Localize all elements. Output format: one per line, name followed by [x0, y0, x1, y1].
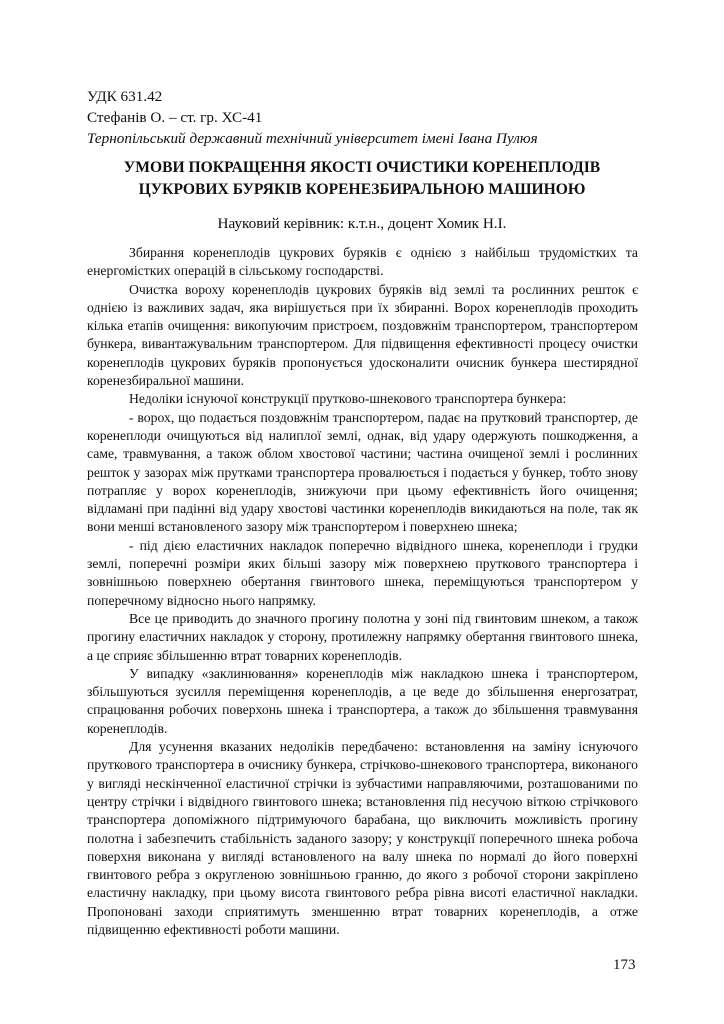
affiliation: Тернопільський державний технічний університет імені Івана Пулюя: [87, 130, 538, 147]
paragraph: Все це приводить до значного прогину полотна у зоні під гвинтовим шнеком, а також прогину еластичних накладок у сторону, протилежну напрямку обертання гвинтового шнека, а це сприяє збільшенню втрат товарних коренеплодів.: [87, 610, 638, 663]
paragraph: Для усунення вказаних недоліків передбачено: встановлення на заміну існуючого пруткового транспортера в очиснику бункера, стрічково-шнекового транспортера, виконаного у вигляді нескінченної еластичної стрічки із зубчастими направляючими, розташованими по центру стрічки і відвідного гвинтового шнека; встановлення під несучою віткою стрічкового транспортера допоміжного підтримуючого барабана, що виключить можливість прогину полотна і забезпечить стабільність заданого зазору; у конструкції поперечного шнека робоча поверхня виконана у вигляді встановленого на валу шнека по нормалі до його поверхні гвинтового ребра з округленою зовнішньою гранню, до якого з робочої сторони закріплено еластичну накладку, при цьому висота гвинтового ребра рівна висоті еластичної накладки. Пропоновані заходи сприятимуть зменшенню втрат товарних коренеплодів, а отже підвищенню ефективності роботи машини.: [87, 739, 638, 937]
article-header: [87, 86, 538, 149]
page-number: 173: [613, 957, 636, 973]
title-line-1: УМОВИ ПОКРАЩЕННЯ ЯКОСТІ ОЧИСТИКИ КОРЕНЕПЛОДІВ: [123, 159, 601, 176]
paragraph: Недоліки існуючої конструкції прутково-шнекового транспортера бункера:: [129, 391, 567, 407]
udc-code: УДК 631.42: [87, 88, 163, 105]
title-line-2: ЦУКРОВИХ БУРЯКІВ КОРЕНЕЗБИРАЛЬНОЮ МАШИНОЮ: [138, 181, 586, 198]
paragraph: Очистка вороху коренеплодів цукрових буряків від землі та рослинних решток є однією із важливих задач, яка вирішується при їх збиранні. Ворох коренеплодів проходить кілька етапів очищення: викопуючим пристроєм, поздовжнім транспортером, транспортером бункера, вивантажувальним транспортером. Для підвищення ефективності процесу очистки коренеплодів цукрових буряків пропонується удосконалити очисник бункера шестирядної коренезбиральної машини.: [87, 281, 638, 389]
article-title: [87, 157, 637, 201]
author-line: Стефанів О. – ст. гр. ХС-41: [87, 109, 263, 126]
paragraph: Збирання коренеплодів цукрових буряків є однією з найбільш трудомістких та енергомістких операцій в сільському господарстві.: [87, 245, 638, 279]
paragraph: - під дією еластичних накладок поперечно відвідного шнека, коренеплоди і грудки землі, поперечні розміри яких більші зазору між поверхнею пруткового транспортера і зовнішньою поверхнею обертання гвинтового шнека, переміщуються транспортером у поперечному відносно нього напрямку.: [87, 537, 638, 608]
paragraph: - ворох, що подається поздовжнім транспортером, падає на прутковий транспортер, де коренеплоди очищуються від налиплої землі, однак, від удару одержують пошкодження, а саме, травмування, а також облом хвостової частини; частина очищеної землі і рослинних решток у зазорах між прутками транспортера провалюється і подається у бункер, тобто знову потрапляє у ворох коренеплодів, знижуючи при цьому ефективність його очищення; відламані при падінні від удару хвостові частинки коренеплодів викидаються на поле, так як вони менші встановленого зазору між транспортером і поверхнею шнека;: [87, 409, 638, 535]
article-body: [87, 244, 638, 939]
supervisor-line: Науковий керівник: к.т.н., доцент Хомик Н.І.: [217, 215, 507, 232]
paragraph: У випадку «заклинювання» коренеплодів між накладкою шнека і транспортером, збільшуються зусилля переміщення коренеплодів, а це веде до збільшення енергозатрат, спрацювання робочих поверхонь шнека і транспортера, а також до збільшення травмування коренеплодів.: [87, 665, 638, 736]
